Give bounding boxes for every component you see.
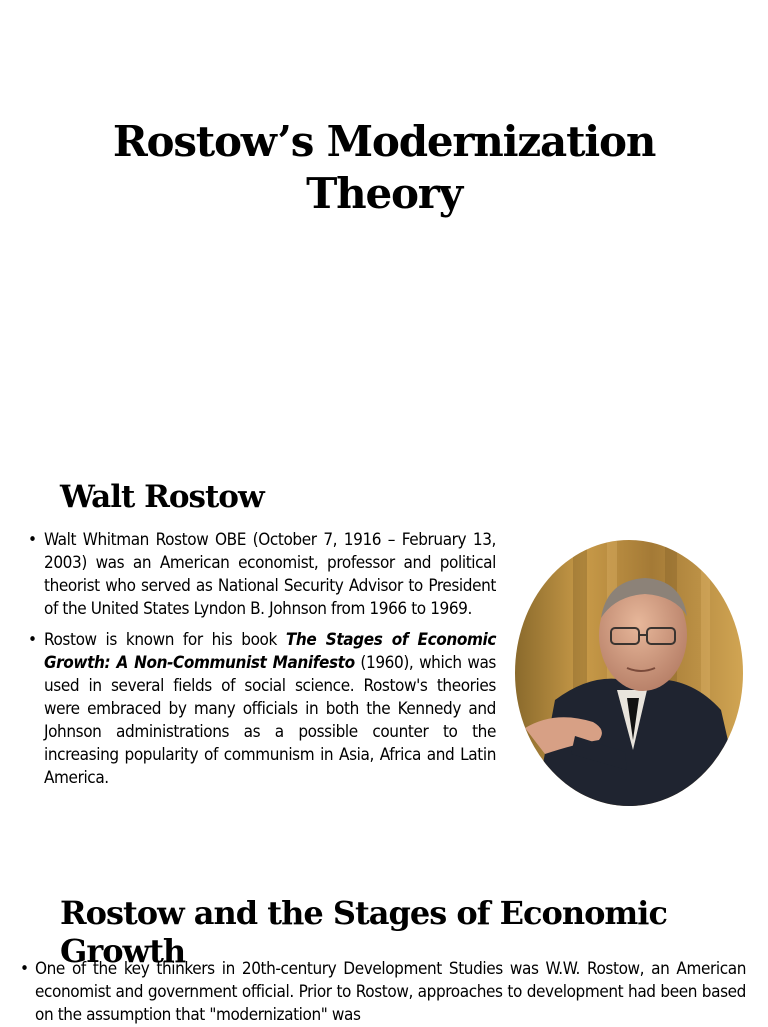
title-line-2: Theory (306, 169, 462, 218)
book-title: The Stages of Economic Growth: A Non-Communist Manifesto (44, 630, 496, 673)
title-line-1: Rostow’s Modernization (112, 117, 656, 166)
bio-bullet-text: Walt Whitman Rostow OBE (October 7, 1916 – February 13, 2003) was an American economist, professor and political theorist who served as National Security Advisor to President of the United States Lyndon B. Johnson from 1966 to 1969. (44, 530, 496, 619)
bullet-marker: • (20, 959, 29, 979)
bio-heading: Walt Rostow (60, 479, 264, 515)
bullet-marker: • (28, 530, 37, 550)
stages-slide (0, 880, 768, 1024)
stages-bullet-text: One of the key thinkers in 20th-century Development Studies was W.W. Rostow, an American economist and government official. Prior to Rostow, approaches to development had been based on the assumption that "modernization" was (35, 959, 746, 1025)
book-bullet-intro: Rostow is known for his book (44, 630, 286, 650)
list-item (20, 958, 746, 1027)
bio-bullet-list (28, 529, 497, 798)
list-item (28, 529, 496, 621)
stages-bullet-list (20, 958, 746, 1027)
slide-title (0, 116, 768, 220)
list-item (28, 629, 497, 790)
stages-heading: Rostow and the Stages of Economic Growth (60, 894, 667, 970)
portrait-illustration (515, 540, 743, 806)
bio-slide (0, 460, 768, 880)
title-slide (0, 0, 768, 460)
bullet-marker: • (28, 630, 37, 650)
portrait-photo (515, 540, 743, 806)
book-bullet-rest: (1960), which was used in several fields of social science. Rostow's theories were embraced by many officials in both the Kennedy and Johnson administrations as a possible counter to the increasing popularity of communism in Asia, Africa and Latin America. (44, 653, 497, 788)
